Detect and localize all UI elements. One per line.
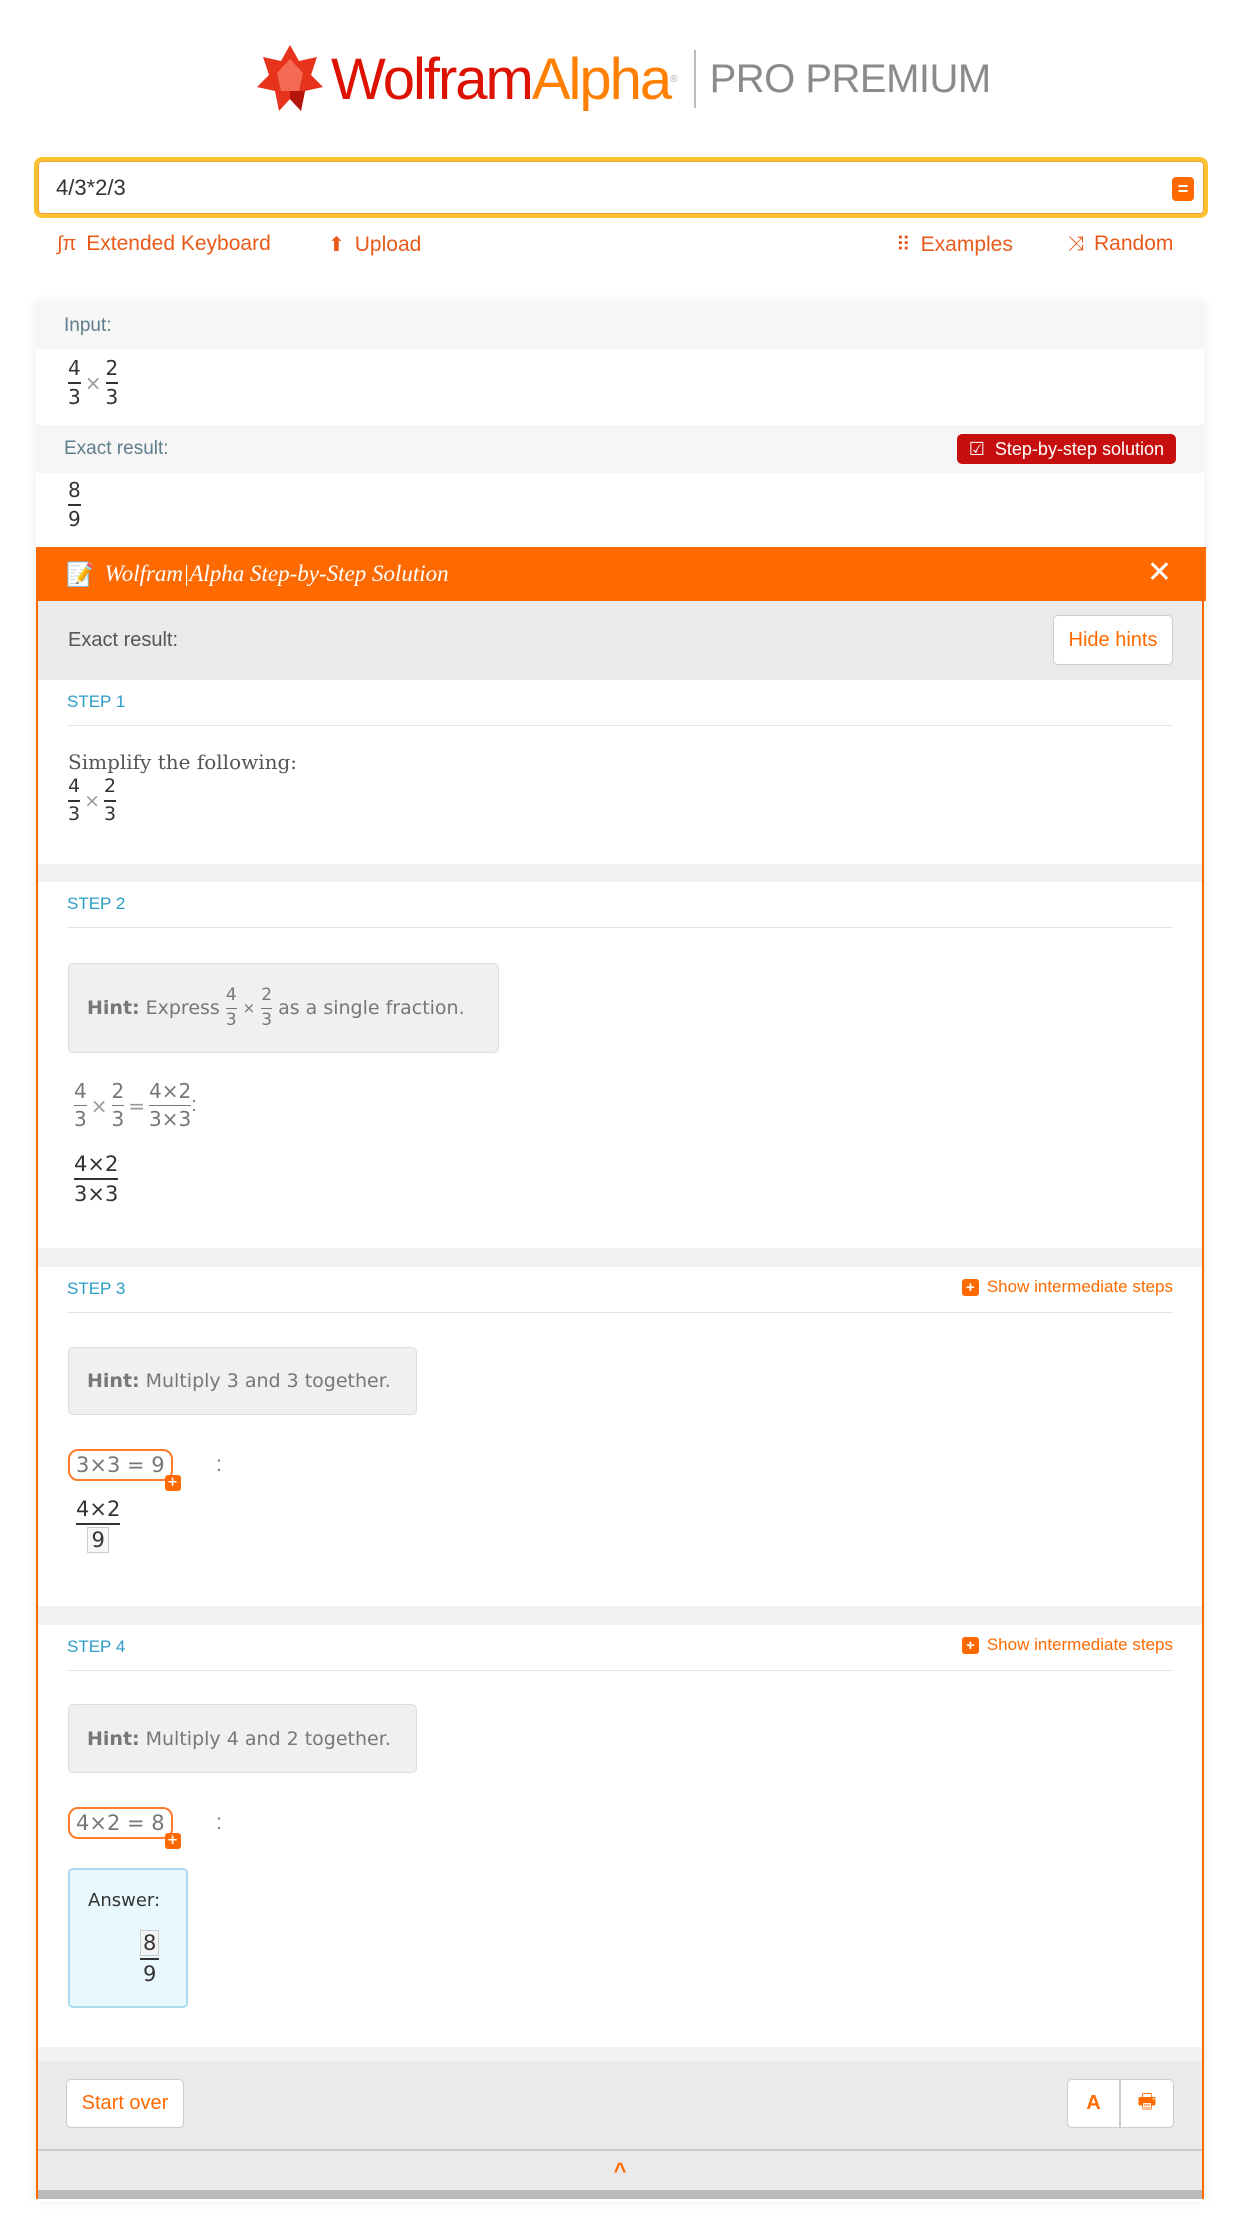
results-card [36, 302, 1204, 2202]
font-size-button[interactable]: A [1067, 2079, 1120, 2128]
print-icon[interactable]: 🖶 [1120, 2079, 1174, 2128]
step-result: $\frac{4\times 2}{3\times 3}$ [74, 1152, 119, 1207]
registered-mark: ® [670, 73, 678, 85]
show-intermediate-steps-link[interactable]: + Show intermediate steps [962, 1277, 1173, 1297]
shuffle-icon: ⤨ [1068, 232, 1084, 255]
examples-label: Examples [920, 232, 1013, 256]
checkbox-icon: ☑ [968, 438, 985, 459]
step-label: STEP 4 [67, 1637, 126, 1656]
hide-hints-button[interactable]: Hide hints [1053, 615, 1173, 665]
upload-label: Upload [354, 232, 422, 256]
scroll-bar [38, 2190, 1202, 2199]
answer-box: Answer: $\frac{8}{9}$ [68, 1868, 188, 2008]
input-pod-title: Input: [64, 314, 112, 336]
start-over-button[interactable]: Start over [66, 2079, 184, 2128]
upload-icon: ⬆ [328, 234, 345, 256]
expandable-equation[interactable]: 3×3 = 9 + [68, 1449, 173, 1481]
exact-result-content [36, 473, 1204, 547]
step-by-step-titlebar [36, 547, 1206, 601]
plus-icon: + [962, 1637, 979, 1654]
examples-link[interactable] [896, 232, 1013, 257]
expand-plus-icon[interactable]: + [165, 1475, 181, 1491]
random-label: Random [1094, 232, 1174, 255]
exact-result-title: Exact result: [64, 438, 169, 459]
close-icon[interactable]: ✕ [1146, 555, 1172, 590]
extended-keyboard-link[interactable] [57, 232, 271, 256]
expand-plus-icon[interactable]: + [165, 1833, 181, 1849]
expandable-equation[interactable]: 4×2 = 8 + [68, 1807, 173, 1839]
step-1 [38, 680, 1202, 864]
collapse-button[interactable]: ^ [38, 2149, 1202, 2190]
logo-divider [694, 50, 696, 108]
input-pod-header [36, 302, 1204, 349]
step-by-step-button[interactable] [957, 434, 1176, 464]
show-intermediate-steps-link[interactable]: + Show intermediate steps [962, 1635, 1173, 1655]
random-link[interactable] [1068, 232, 1173, 256]
compute-button[interactable]: = [1172, 177, 1194, 201]
step-result: $\frac{4\times 2}{9}$ [76, 1497, 121, 1553]
wolfram-spikey-icon [255, 43, 325, 115]
step-2 [38, 882, 1202, 1248]
step-equation: $\frac{4}{3}$ × $\frac{2}{3}$ = $\frac{4\times 2}{3\times 3}$ : [74, 1079, 197, 1131]
pro-premium-label: PRO PREMIUM [709, 56, 991, 101]
solution-header-label: Exact result: [68, 629, 179, 651]
fraction: $\frac{8}{9}$ [68, 478, 81, 531]
hint-box: Hint: Express $\frac{4}{3}$ × $\frac{2}{3}$ as a single fraction. [68, 963, 499, 1053]
hint-box: Hint: Multiply 4 and 2 together. [68, 1704, 417, 1773]
hint-box: Hint: Multiply 3 and 3 together. [68, 1347, 417, 1415]
grid-dots-icon: ⠿ [896, 234, 911, 256]
step-3: STEP 3 + Show intermediate steps Hint: Multiply 3 and 3 together. 3×3 = 9 + : $\frac{4\times 2}{9}$ [38, 1267, 1202, 1606]
extended-keyboard-label: Extended Keyboard [86, 232, 271, 255]
times-sign: × [84, 371, 102, 395]
wolframalpha-logo[interactable] [255, 43, 991, 115]
step-by-step-label: Step-by-step solution [994, 438, 1164, 459]
solution-footer [38, 2047, 1202, 2149]
upload-link[interactable] [328, 232, 421, 257]
query-input[interactable] [56, 175, 1136, 201]
step-4: STEP 4 + Show intermediate steps Hint: Multiply 4 and 2 together. 4×2 = 8 + : Answer: $\frac{8}{9}$ [38, 1625, 1202, 2047]
fraction: $\frac{4}{3}$ [68, 356, 81, 409]
exact-result-pod-header [36, 425, 1204, 473]
step-text: Simplify the following: [68, 750, 298, 774]
input-pod-content [36, 349, 1204, 425]
step-by-step-panel [36, 547, 1204, 2199]
step-label: STEP 3 [67, 1279, 126, 1298]
plus-icon: + [962, 1279, 979, 1296]
brand-alpha: Alpha [531, 46, 671, 112]
step-label: STEP 1 [67, 692, 126, 711]
fraction: $\frac{2}{3}$ [105, 356, 119, 409]
notepad-check-icon: 📝 [66, 561, 95, 587]
step-expression: $\frac{4}{3}$ × $\frac{2}{3}$ [68, 775, 117, 825]
step-by-step-title: Wolfram|Alpha Step-by-Step Solution [104, 561, 449, 586]
solution-header [38, 601, 1202, 680]
search-box [34, 157, 1208, 218]
brand-wolfram: Wolfram [331, 46, 532, 112]
keyboard-math-icon: ∫π [57, 232, 77, 255]
step-label: STEP 2 [67, 894, 126, 913]
